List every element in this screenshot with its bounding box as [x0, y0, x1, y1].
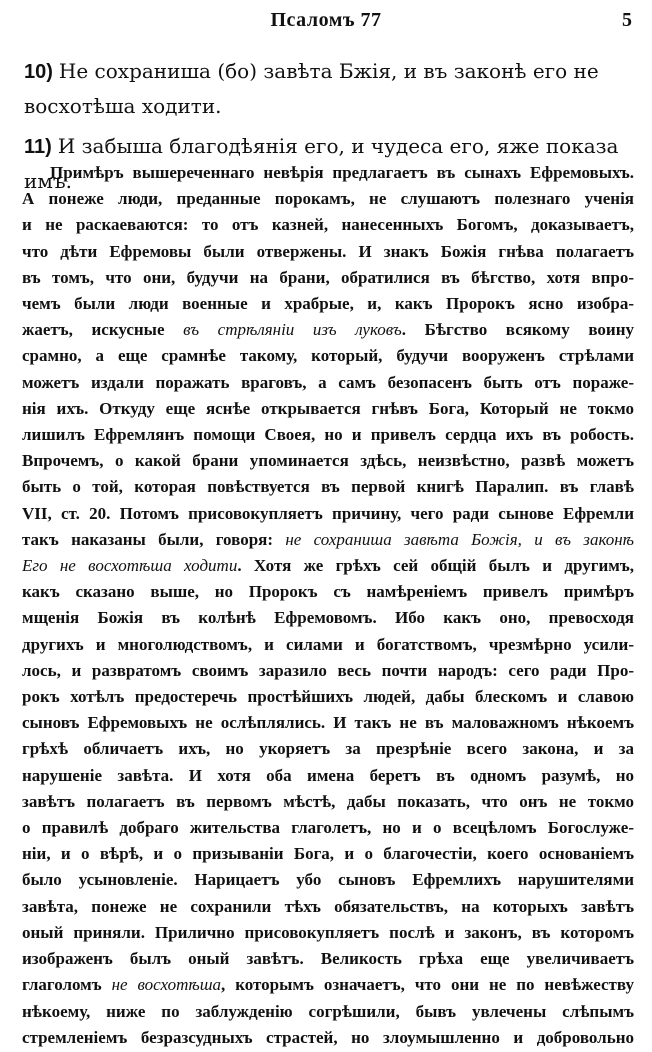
commentary-line-text: завѣта, понеже не сохранили тѣхъ обязательствъ, на которыхъ завѣтъ [22, 896, 634, 916]
commentary-line-text: Примѣръ вышереченнаго невѣрія предлагаетъ въ сынахъ Ефремовыхъ. [50, 163, 634, 182]
commentary-italic-quote: въ стрѣляніи изъ луковъ [183, 320, 402, 340]
commentary-line [22, 501, 634, 527]
header-title: Псаломъ 77 [270, 9, 382, 31]
commentary-line-tail: . Бѣгство всякому воину [401, 320, 634, 340]
commentary-line-text: можетъ издали поражать враговъ, а самъ безопасенъ быть отъ пораже- [22, 372, 634, 392]
commentary-line-text: было усыновленіе. Нарицаетъ убо сыновъ Ефремлихъ нарушителями [22, 870, 634, 890]
commentary-line [22, 579, 634, 605]
commentary-line-text: нія ихъ. Откуду еще яснѣе открывается гнѣвъ Бога, Который не токмо [22, 398, 634, 418]
commentary-line [22, 239, 634, 265]
commentary-line [22, 658, 634, 684]
commentary-line-text: ніи, и о вѣрѣ, и о призываніи Бога, и о благочестіи, коего основаніемъ [22, 844, 634, 864]
commentary-line-text: рокъ хотѣлъ предостеречь простѣйшихъ людей, дабы блескомъ и славою [22, 687, 634, 707]
commentary-line [22, 710, 634, 736]
commentary-line-text: что дѣти Ефремовы были отвержены. И знакъ Божія гнѣва полагаетъ [22, 241, 634, 261]
commentary-line [22, 894, 634, 920]
commentary-line-text: А понеже люди, преданные порокамъ, не слушаютъ полезнаго ученія [22, 189, 634, 209]
commentary-line-text: оный приняли. Прилично присовокупляетъ послѣ и законъ, въ которомъ [22, 922, 634, 942]
commentary-line-text: и не раскаеваются: то отъ казней, нанесенныхъ Богомъ, доказываетъ, [22, 215, 634, 235]
commentary-line [22, 160, 634, 186]
commentary-line-text: стремленіемъ безразсудныхъ страстей, но злоумышленно и добровольно [22, 1027, 634, 1047]
commentary-line-text: въ томъ, что они, будучи на брани, обратилися въ бѣгство, хотя впро- [22, 267, 634, 287]
commentary-line [22, 553, 634, 579]
commentary-line-text: другихъ и многолюдствомъ, и силами и богатствомъ, чрезмѣрно усили- [22, 634, 634, 654]
commentary-line [22, 867, 634, 893]
commentary-line [22, 265, 634, 291]
commentary-line [22, 632, 634, 658]
commentary-line [22, 396, 634, 422]
commentary-line [22, 684, 634, 710]
commentary-line [22, 317, 634, 343]
commentary-line [22, 815, 634, 841]
commentary-line [22, 946, 634, 972]
commentary-line [22, 763, 634, 789]
commentary-line-text: такъ наказаны были, говоря: [22, 529, 274, 549]
commentary-line-text: быть о той, которая повѣствуется въ первой книгѣ Паралип. въ главѣ [22, 477, 634, 497]
commentary-line [22, 343, 634, 369]
commentary-line [22, 448, 634, 474]
commentary-line [22, 1025, 634, 1051]
commentary-line-text: Впрочемъ, о какой брани упоминается здѣсь, неизвѣстно, развѣ можетъ [22, 451, 634, 471]
commentary-line [22, 972, 634, 998]
commentary-line-text: о правилѣ добраго жительства глаголетъ, но и о всецѣломъ Богослуже- [22, 818, 634, 838]
verse-number: 10) [24, 61, 53, 83]
commentary-line-text: какъ сказано выше, но Пророкъ съ намѣреніемъ привелъ примѣръ [22, 582, 634, 602]
commentary-line-text: VII, ст. 20. Потомъ присовокупляетъ причину, чего ради сынове Ефремли [22, 503, 634, 523]
commentary-line-tail: , которымъ означаетъ, что они не по невѣжеству [221, 975, 634, 995]
commentary-line [22, 841, 634, 867]
commentary-italic-quote: Его не восхотѣша ходити [22, 556, 238, 576]
commentary-line [22, 474, 634, 500]
commentary-line-text: чемъ были люди военные и храбрые, и, какъ Пророкъ ясно изобра- [22, 294, 634, 314]
commentary-line [22, 186, 634, 212]
verse-text: Не сохраниша (бо) завѣта Бжія, и въ законѣ его не восхотѣша ходити. [24, 59, 599, 118]
commentary-line-text: грѣхѣ обличаетъ ихъ, но укоряетъ за презрѣніе всего закона, и за [22, 739, 634, 759]
commentary-line [22, 920, 634, 946]
commentary-line-tail: . Хотя же грѣхъ сей общій былъ и другимъ, [237, 556, 634, 576]
commentary-line-text: мщенія Божія въ колѣнѣ Ефремовомъ. Ибо какъ оно, превосходя [22, 608, 634, 628]
commentary-italic-quote: не сохраниша завѣта Божія, и въ законѣ [285, 529, 634, 549]
commentary-line-text: лось, и развратомъ своимъ заразило весь почти народъ: сего ради Про- [22, 660, 634, 680]
commentary-line [22, 999, 634, 1025]
verse-10 [24, 54, 630, 123]
commentary-line-text: нарушеніе завѣта. И хотя оба имена беретъ въ одномъ разумѣ, но [22, 765, 634, 785]
commentary-line-text: глаголомъ [22, 975, 102, 995]
commentary-line [22, 789, 634, 815]
commentary-line [22, 527, 634, 553]
page-number: 5 [622, 9, 632, 31]
commentary-line-text: изображенъ былъ оный завѣтъ. Великость грѣха еще увеличиваетъ [22, 949, 634, 969]
commentary-line-text: срамно, а еще срамнѣе такому, который, будучи вооруженъ стрѣлами [22, 346, 634, 366]
commentary-line-text: сыновъ Ефремовыхъ не ослѣплялись. И такъ не въ маловажномъ нѣкоемъ [22, 713, 634, 733]
commentary-italic-quote: не восхотѣша [111, 975, 222, 995]
commentary-text [22, 160, 634, 1051]
commentary-line-text: лишилъ Ефремлянъ помощи Своея, но и привелъ сердца ихъ въ робость. [22, 425, 634, 445]
running-header [20, 9, 632, 35]
verse-number: 11) [24, 136, 52, 158]
commentary-line [22, 736, 634, 762]
commentary-line-text: нѣкоему, ниже по заблужденію согрѣшили, бывъ увлечены слѣпымъ [22, 1001, 634, 1021]
commentary-line [22, 291, 634, 317]
commentary-line [22, 370, 634, 396]
commentary-line [22, 422, 634, 448]
commentary-line-text: завѣтъ полагаетъ въ первомъ мѣстѣ, дабы показать, что онъ не токмо [22, 791, 634, 811]
commentary-line [22, 605, 634, 631]
commentary-line [22, 212, 634, 238]
verse-text: И забыша благодѣянія его, и чудеса его, яже показа имъ. [24, 134, 619, 193]
commentary-line-text: жаетъ, искусные [22, 320, 165, 340]
